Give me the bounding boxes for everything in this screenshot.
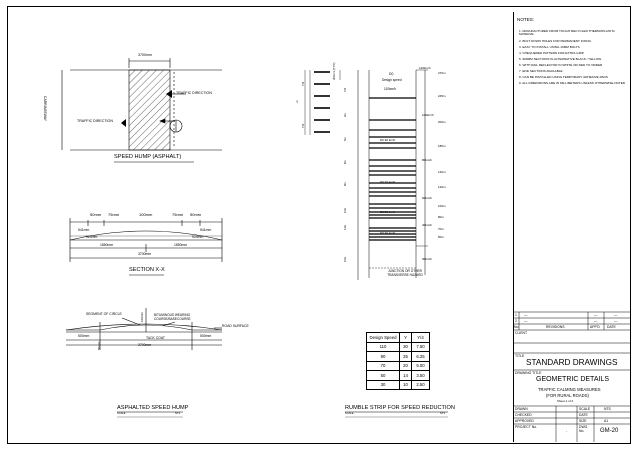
- note-9: 9. ALL DIMENSIONS ARE IN MILLIMETERS UNLESS OTHERWISE NOTED: [519, 81, 626, 85]
- note-6: 6. WITH RAIL REFLECTOR IN WHITE OR RED TO ORDER: [519, 63, 603, 67]
- table-cell: 50: [367, 371, 400, 381]
- mark-left-5: 10m: [344, 207, 347, 213]
- checked-label: CHECKED: [515, 413, 532, 417]
- dim-500-right: 500mm: [200, 334, 212, 338]
- depth-50-label: 50mm: [97, 341, 101, 350]
- speed-60: 60km/h: [422, 196, 432, 200]
- dim-500-left: 500mm: [78, 334, 90, 338]
- dist-270: 270m: [438, 71, 446, 75]
- dist-100: 100m: [438, 204, 446, 208]
- table-cell: 30: [367, 380, 400, 390]
- table-cell: 20: [400, 361, 412, 371]
- rev-row-2-appd: —: [594, 319, 598, 323]
- mark-left-0: Y/4: [344, 88, 347, 92]
- size-label: SIZE: [579, 419, 587, 423]
- dist-180: 180m: [438, 144, 446, 148]
- rumble-scale-label: SCALE: [345, 412, 354, 415]
- table-cell: 10: [400, 380, 412, 390]
- road-surface-label: ROAD SURFACE: [222, 324, 249, 328]
- scale-label: SCALE: [579, 407, 591, 411]
- table-cell: 110: [367, 342, 400, 352]
- dim-3700-total: 3700mm: [138, 252, 152, 256]
- speed-hump-plan: [62, 58, 222, 150]
- dist-245: 245m: [438, 94, 446, 98]
- project-no-label: PROJECT No.: [515, 425, 537, 429]
- drawing-title-label: DRAWING TITLE: [515, 371, 542, 375]
- table-row: [367, 371, 430, 381]
- sheet-title: STANDARD DRAWINGS: [526, 358, 618, 367]
- segment-circle-label: SEGMENT OF CIRCLE: [86, 312, 122, 316]
- rev-header-appd: APP'D: [590, 325, 600, 329]
- dim-75-right: 75mm: [172, 212, 184, 217]
- note-2: 2. BOLT DOWN HOLES FOR PERMANENT FIXING: [519, 39, 592, 43]
- header-design-speed: Design Speed: [367, 333, 400, 343]
- header-y: Y: [400, 333, 412, 343]
- table-cell: 30: [400, 342, 412, 352]
- group-label-90: D0 90 km/h: [380, 138, 396, 142]
- rev-row-2-date: —: [614, 319, 618, 323]
- group-label-50: D0 50 km/h: [380, 210, 396, 214]
- speed-100: 100km/h: [422, 113, 434, 117]
- note-4: 4. CHEQUERED PATTERN FOR EXTRA GRIP: [519, 51, 584, 55]
- sheet-number: Sheet 1 of 2: [557, 399, 574, 403]
- rumble-y4-b: Y/4: [301, 123, 305, 128]
- table-cell: 7.50: [412, 342, 430, 352]
- design-speed-table: [366, 332, 430, 390]
- section-title: SECTION X-X: [129, 267, 165, 273]
- rumble-strip-title: RUMBLE STRIP FOR SPEED REDUCTION: [345, 405, 455, 411]
- asphalt-hump-title: ASPHALTED SPEED HUMP: [117, 405, 189, 411]
- bituminous-label: BITUMINOUS WEARING COURSE/BASECOURSE: [154, 313, 191, 321]
- mark-left-1: 4m: [344, 113, 347, 117]
- notes-title: NOTES:: [517, 17, 535, 22]
- table-cell: 3.50: [412, 371, 430, 381]
- rev-row-2-desc: —: [524, 319, 528, 323]
- project-no-value: -: [566, 429, 568, 433]
- table-header-row: [367, 333, 430, 343]
- rev-header-revisions: REVISIONS: [546, 325, 565, 329]
- rumble-y-label: Y: [296, 100, 299, 104]
- rev-header-no: No.: [514, 325, 520, 329]
- speed-30: 30km/h: [422, 257, 432, 261]
- traffic-direction-left: TRAFFIC DIRECTION: [77, 119, 113, 123]
- rev-header-date: DATE: [607, 325, 616, 329]
- dim-541-right: 541mm: [200, 228, 212, 232]
- rev-row-1-date: —: [614, 313, 618, 317]
- dim-3700-detail: 3700mm: [138, 343, 152, 347]
- dist-80: 80m: [438, 215, 444, 219]
- dim-100: 100mm: [139, 212, 153, 217]
- speed-80: 80km/h: [422, 158, 432, 162]
- asphalt-scale-label: SCALE: [117, 412, 126, 415]
- mark-left-3: 6m: [344, 160, 347, 164]
- drawing-subtitle-1: TRAFFIC CALMING MEASURES: [538, 387, 601, 392]
- dim-1850-left: 1850mm: [100, 243, 114, 247]
- dist-70: 70m: [438, 227, 444, 231]
- design-speed-code: D0: [389, 72, 394, 76]
- note-8: 8. CAN BE INSTALLED USING TEMPORARY ADHESIVE PADS: [519, 75, 608, 79]
- title-label: TITLE: [515, 354, 525, 358]
- rumble-y4-a: Y/4: [301, 81, 305, 86]
- rumble-scale-value: NTS: [440, 412, 446, 415]
- table-cell: 6.25: [412, 352, 430, 362]
- table-row: [367, 380, 430, 390]
- hump-width-label: 3700mm: [138, 53, 152, 57]
- mark-left-4: 8m: [344, 182, 347, 186]
- rev-row-1-no: 1: [515, 313, 517, 317]
- mark-left-2: 5m: [344, 137, 347, 141]
- asphalt-scale-value: NTS: [175, 412, 181, 415]
- dist-140: 140m: [438, 170, 446, 174]
- dist-200: 200m: [438, 120, 446, 124]
- header-y4: Y/4: [412, 333, 430, 343]
- drawing-title: GEOMETRIC DETAILS: [536, 376, 609, 383]
- dwg-no-value: GM-20: [600, 428, 619, 434]
- dim-924-left: 924mm: [86, 235, 98, 239]
- rumble-300-label: 300mm (TYP): [332, 62, 336, 80]
- note-1: 1. MANUFACTURED FROM TOUGH RECYCLED THERMOPLASTIC MATERIAL: [519, 29, 615, 37]
- speed-hump-title: SPEED HUMP (ASPHALT): [114, 154, 182, 160]
- dist-120: 120m: [438, 185, 446, 189]
- junction-label: JUNCTION OR OTHER TRANSVERSE HAZARD: [387, 269, 423, 277]
- dist-50: 50m: [438, 235, 444, 239]
- dim-50-right: 50mm: [190, 212, 202, 217]
- dwg-no-label: DWG. No.: [579, 425, 589, 433]
- table-row: [367, 352, 430, 362]
- tack-coat-label: TACK COAT: [146, 336, 165, 340]
- note-3: 3. EASY TO INSTALL USING 10MM BOLTS: [519, 45, 580, 49]
- table-cell: 25: [400, 352, 412, 362]
- note-7: 7. END SECTIONS AVAILABLE: [519, 69, 563, 73]
- table-row: [367, 342, 430, 352]
- table-cell: 90: [367, 352, 400, 362]
- dim-50-left: 50mm: [90, 212, 102, 217]
- scale-value: NTS: [604, 407, 611, 411]
- dim-541-left: 541mm: [78, 228, 90, 232]
- rumble-strips: [369, 98, 416, 240]
- design-speed-value: 110km/h: [384, 87, 396, 91]
- table-cell: 70: [367, 361, 400, 371]
- client-label: CLIENT: [515, 331, 528, 335]
- table-cell: 5.00: [412, 361, 430, 371]
- speed-40: 40km/h: [422, 223, 432, 227]
- carriageway-label: CARRIAGEWAY: [43, 96, 47, 122]
- rev-row-2-no: 2: [515, 319, 517, 323]
- dim-75-left: 75mm: [108, 212, 120, 217]
- dim-1850-right: 1850mm: [174, 243, 188, 247]
- rumble-side-markings: [314, 72, 330, 132]
- size-value: A1: [604, 419, 609, 423]
- drawing-subtitle-2: (FOR RURAL ROADS): [546, 393, 589, 398]
- note-5: 5. 900MM SECTIONS IN ALTERNATIVE BLACK / YELLOW: [519, 57, 602, 61]
- height-100-label: 100mm: [140, 311, 144, 322]
- mark-left-7: 15m: [344, 256, 347, 262]
- rev-row-1-appd: —: [594, 313, 598, 317]
- group-label-70: D0 70 km/h: [380, 180, 396, 184]
- table-cell: 14: [400, 371, 412, 381]
- approved-label: APPROVED: [515, 419, 534, 423]
- mark-left-6: 12m: [344, 224, 347, 230]
- rev-row-1-desc: —: [524, 313, 528, 317]
- dim-924-right: 924mm: [192, 235, 204, 239]
- date-label: DATE: [579, 413, 588, 417]
- speed-120: 120km/h: [419, 66, 431, 70]
- traffic-direction-right: TRAFFIC DIRECTION: [176, 91, 212, 95]
- table-cell: 2.50: [412, 380, 430, 390]
- design-speed-label: Design speed: [382, 78, 402, 82]
- drawn-label: DRAWN: [515, 407, 528, 411]
- table-row: [367, 361, 430, 371]
- group-label-30: D0 30 km/h: [380, 231, 396, 235]
